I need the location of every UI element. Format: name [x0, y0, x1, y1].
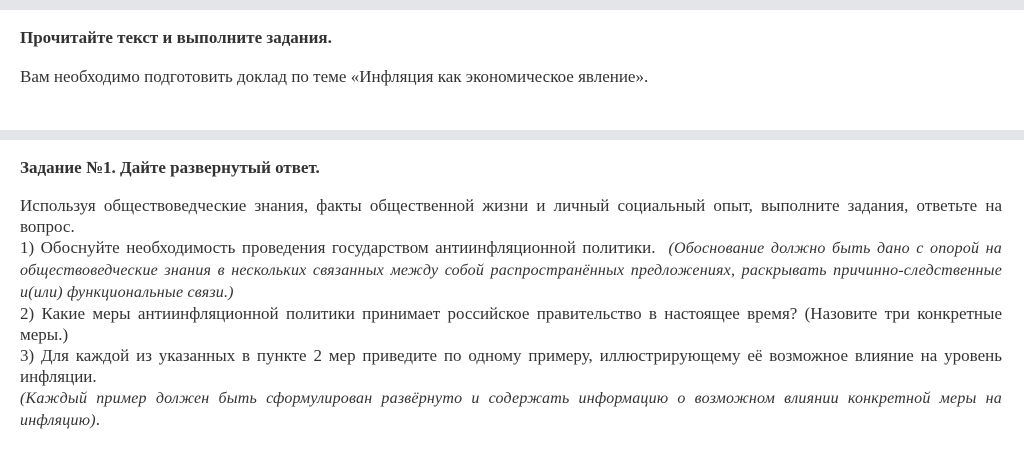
question-2: 2) Какие меры антиинфляционной политики принимает российское правительство в настоящее время? (Назовите три конкретные меры.) — [20, 304, 1002, 344]
question-3-tail: . — [95, 410, 100, 429]
task-heading: Задание №1. Дайте развернутый ответ. — [20, 158, 320, 177]
intro-text: Вам необходимо подготовить доклад по теме «Инфляция как экономическое явление». — [20, 67, 649, 86]
question-3-note-line — [20, 387, 1002, 431]
intro-card — [0, 10, 1024, 130]
question-1-note: (Обоснование должно быть дано с опорой на обществоведческие знания в нескольких связанных между собой распространённых предложениях, раскрывать причинно-следственные и(или) функциональные связи.) — [20, 240, 1002, 301]
task-body — [20, 195, 1002, 431]
task-instruction: Используя обществоведческие знания, факты общественной жизни и личный социальный опыт, выполните задания, ответьте на вопрос. — [20, 196, 1002, 236]
question-3-note: (Каждый пример должен быть сформулирован развёрнуто и содержать информацию о возможном влиянии конкретной меры на инфляцию) — [20, 390, 1002, 429]
question-1-text: 1) Обоснуйте необходимость проведения государством антиинфляционной политики. — [20, 238, 656, 257]
question-1 — [20, 237, 1002, 303]
task-card — [0, 140, 1024, 459]
question-3: 3) Для каждой из указанных в пункте 2 мер приведите по одному примеру, иллюстрирующему её возможное влияние на уровень инфляции. — [20, 346, 1002, 386]
intro-heading: Прочитайте текст и выполните задания. — [20, 28, 332, 47]
